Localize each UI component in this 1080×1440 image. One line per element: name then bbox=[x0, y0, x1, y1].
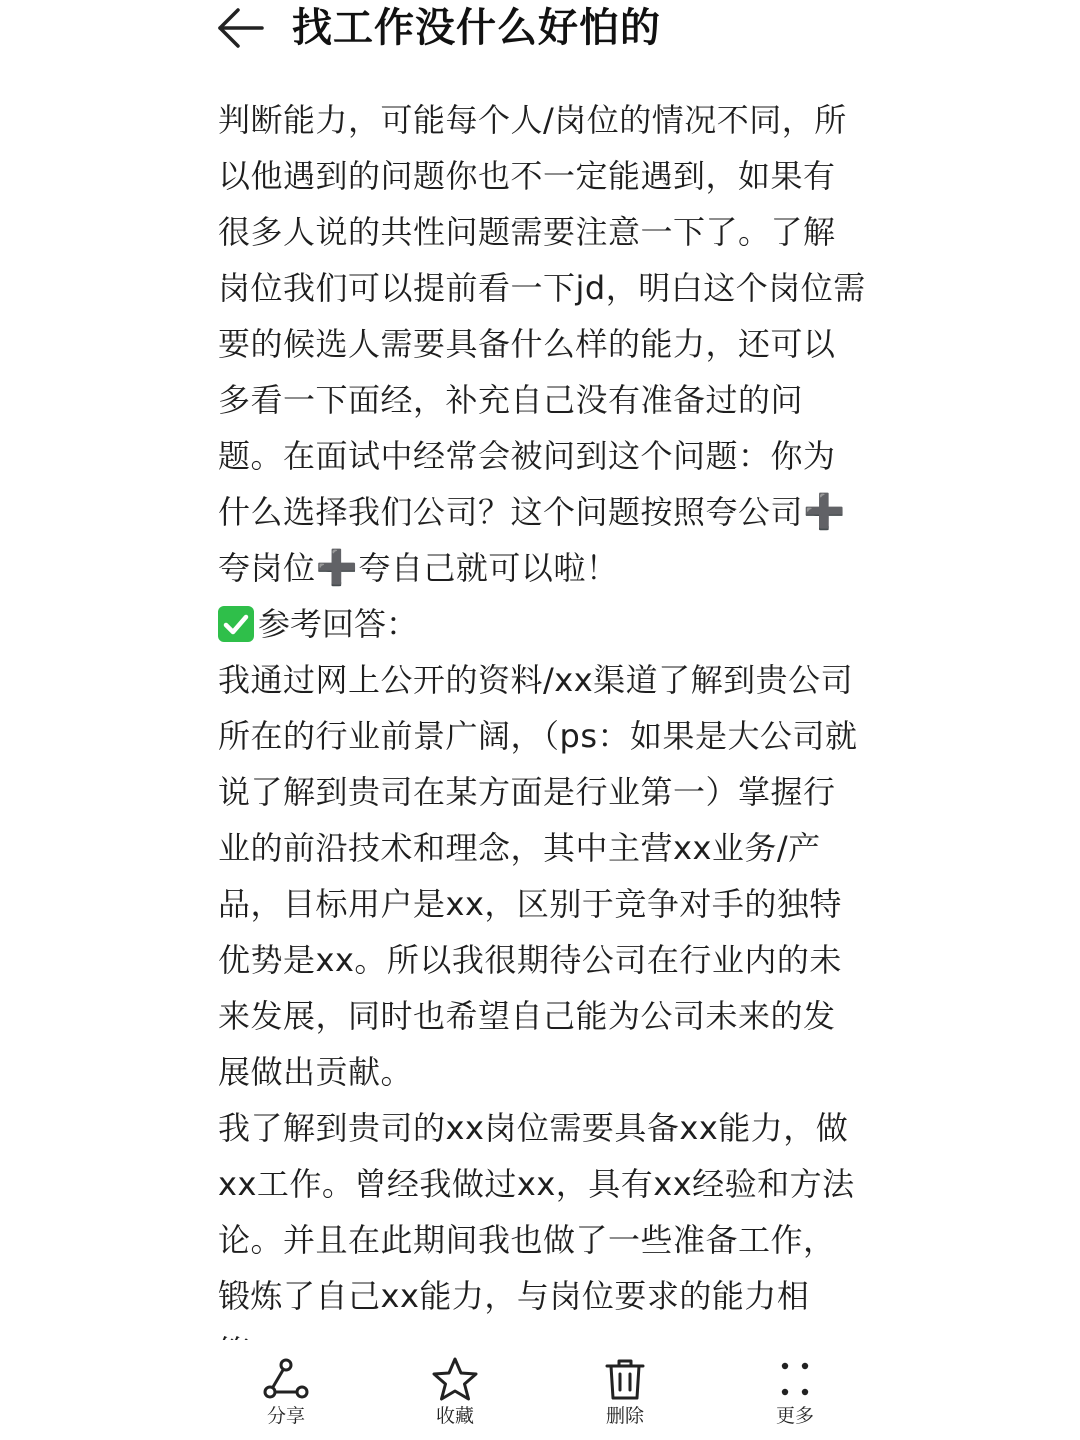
delete-label: 删除 bbox=[605, 1405, 644, 1427]
bottom-toolbar bbox=[0, 1340, 1080, 1440]
more-button[interactable] bbox=[745, 1356, 845, 1440]
reference-answer-label: 参考回答： bbox=[258, 605, 419, 643]
favorite-button[interactable] bbox=[405, 1356, 505, 1440]
share-label: 分享 bbox=[266, 1405, 305, 1427]
favorite-label: 收藏 bbox=[435, 1405, 474, 1427]
plus-icon: ➕ bbox=[803, 492, 846, 532]
paragraph-1-text-b: 夸岗位 bbox=[218, 549, 316, 587]
back-button[interactable] bbox=[212, 4, 270, 52]
paragraph-1 bbox=[218, 92, 866, 596]
more-label: 更多 bbox=[775, 1405, 814, 1427]
plus-icon: ➕ bbox=[315, 548, 359, 588]
back-arrow-icon bbox=[212, 4, 270, 52]
paragraph-1-text: 判断能力，可能每个人/岗位的情况不同，所以他遇到的问题你也不一定能遇到，如果有很多人说的共性问题需要注意一下了。了解岗位我们可以提前看一下jd，明白这个岗位需要的候选人需要具备什么样的能力，还可以多看一下面经，补充自己没有准备过的问题。在面试中经常会被问到这个问题：你为什么选择我们公司？这个问题按照夸公司 bbox=[218, 101, 866, 531]
more-dots-icon bbox=[769, 1356, 821, 1402]
star-icon bbox=[429, 1356, 481, 1402]
check-mark-icon bbox=[218, 606, 254, 642]
trash-icon bbox=[599, 1356, 651, 1402]
share-icon bbox=[260, 1356, 312, 1402]
paragraph-1-text-c: 夸自己就可以啦！ bbox=[358, 549, 619, 587]
note-content[interactable] bbox=[218, 92, 866, 1338]
top-bar bbox=[0, 0, 1080, 60]
reference-answer-heading bbox=[218, 596, 866, 652]
page-title: 找工作没什么好怕的 bbox=[292, 5, 661, 51]
delete-button[interactable] bbox=[575, 1356, 675, 1440]
share-button[interactable] bbox=[236, 1356, 336, 1440]
paragraph-2: 我通过网上公开的资料/xx渠道了解到贵公司所在的行业前景广阔，（ps：如果是大公司就说了解到贵司在某方面是行业第一）掌握行业的前沿技术和理念，其中主营xx业务/产品，目标用户是xx，区别于竞争对手的独特优势是xx。所以我很期待公司在行业内的未来发展，同时也希望自己能为公司未来的发展做出贡献。 bbox=[218, 661, 858, 1091]
paragraph-3: 我了解到贵司的xx岗位需要具备xx能力，做xx工作。曾经我做过xx，具有xx经验和方法论。并且在此期间我也做了一些准备工作，锻炼了自己xx能力，与岗位要求的能力相 bbox=[218, 1109, 855, 1315]
